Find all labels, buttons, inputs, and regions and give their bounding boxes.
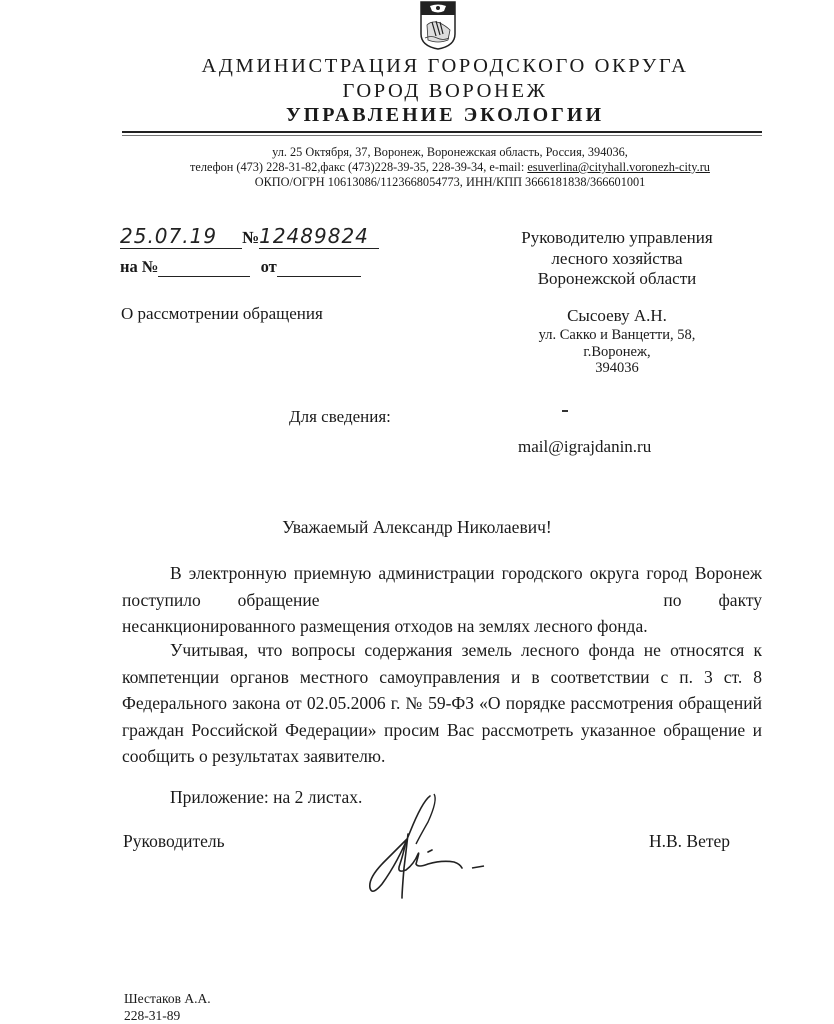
letterhead-divider-thin [122, 135, 762, 136]
reply-from-label: от [260, 257, 277, 276]
letterhead-divider [122, 131, 762, 133]
reply-number-label: на № [120, 257, 159, 276]
executor-phone: 228-31-89 [124, 1007, 181, 1023]
paragraph-2: Учитывая, что вопросы содержания земель лесного фонда не относятся к компетенции органов местного самоуправления и в соответствии с п. 3 ст. 8 Федерального закона от 02.05.2006 г. № 59-ФЗ «О порядке рассмотрения обращений граждан Российской Федерации» просим Вас рассмотреть указанное обращение и сообщить о результатах заявителю. [122, 640, 762, 766]
org-title-line2: ГОРОД ВОРОНЕЖ [342, 80, 548, 102]
letter-subject: О рассмотрении обращения [121, 304, 323, 323]
paragraph-1 [122, 560, 762, 640]
org-title-line1: АДМИНИСТРАЦИЯ ГОРОДСКОГО ОКРУГА [201, 55, 689, 77]
executor-name: Шестаков А.А. [124, 991, 211, 1006]
addressee-name: Сысоеву А.Н. [567, 306, 667, 325]
org-codes: ОКПО/ОГРН 10613086/1123668054773, ИНН/КПП 3666181838/366601001 [254, 175, 646, 189]
coat-of-arms-icon [418, 0, 458, 50]
reply-number-field [158, 260, 250, 277]
addressee-line3: Воронежской области [537, 269, 697, 288]
org-contacts [120, 160, 780, 175]
signer-role: Руководитель [123, 831, 225, 851]
registration-date: 25.07.19 [120, 224, 242, 249]
for-information-label: Для сведения: [289, 407, 391, 426]
for-information-email[interactable]: mail@igrajdanin.ru [518, 437, 652, 456]
greeting: Уважаемый Александр Николаевич! [282, 517, 552, 537]
attachment-note: Приложение: на 2 листах. [170, 787, 363, 807]
addressee-street: ул. Сакко и Ванцетти, 58, [538, 327, 696, 343]
org-phones: телефон (473) 228-31-82,факс (473)228-39-35, 228-39-34, e-mail: [190, 160, 528, 174]
org-address: ул. 25 Октября, 37, Воронеж, Воронежская область, Россия, 394036, [272, 145, 628, 159]
handwritten-signature-icon [362, 792, 502, 902]
reply-reference-line [120, 257, 361, 277]
department-title: УПРАВЛЕНИЕ ЭКОЛОГИИ [285, 104, 605, 126]
paragraph-1-part1: В электронную приемную администрации городского округа город Воронеж поступило обращение [122, 563, 762, 610]
addressee-line1: Руководителю управления [521, 228, 713, 247]
number-label: № [242, 228, 260, 247]
reply-from-field [277, 260, 361, 277]
addressee-city: г.Воронеж, [583, 343, 651, 360]
registration-number: 12489824 [259, 224, 379, 249]
paragraph-1-part2: по факту несанкционированного размещения отходов на землях лесного фонда. [122, 589, 763, 636]
addressee-position [472, 228, 762, 290]
redaction-mark [562, 410, 568, 412]
addressee-address [472, 327, 762, 377]
org-email-link[interactable]: esuverlina@cityhall.voronezh-city.ru [527, 160, 710, 174]
executor-block [124, 991, 211, 1024]
registration-line [120, 224, 379, 249]
addressee-postcode: 394036 [595, 360, 639, 376]
signer-name: Н.В. Ветер [649, 831, 731, 851]
addressee-line2: лесного хозяйства [551, 248, 683, 268]
